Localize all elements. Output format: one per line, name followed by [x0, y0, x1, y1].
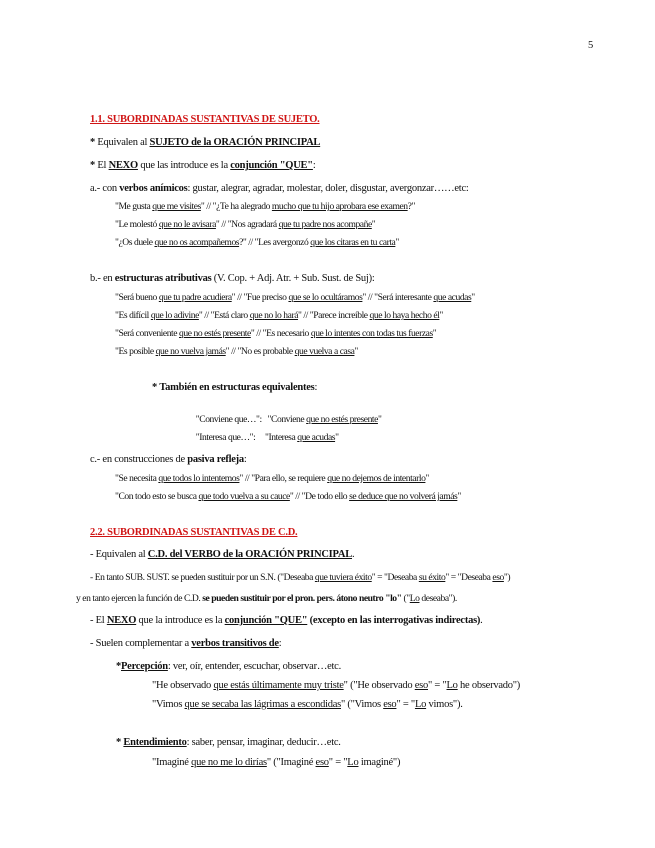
example-line: "Conviene que…": "Conviene que no estés presente": [195, 414, 382, 425]
substitution-line: - En tanto SUB. SUST. se pueden sustituir por un S.N. ("Deseaba que tuviera éxito" = "Deseaba su éxito" = "Deseaba eso"): [90, 572, 511, 583]
section-2-equivalence: - Equivalen al C.D. del VERBO de la ORACIÓN PRINCIPAL.: [90, 549, 355, 560]
perception-heading: *Percepción: ver, oír, entender, escuchar, observar…etc.: [116, 661, 341, 672]
example-line: "Será conveniente que no estés presente" // "Es necesario que lo intentes con todas tus fuerzas": [115, 328, 437, 339]
section-1-equivalence: * Equivalen al SUJETO de la ORACIÓN PRINCIPAL: [90, 137, 321, 148]
equivalent-structures-heading: * También en estructuras equivalentes:: [152, 382, 318, 393]
example-line: "He observado que estás últimamente muy triste" ("He observado eso" = "Lo he observado"): [152, 680, 521, 691]
example-line: "Es posible que no vuelva jamás" // "No es probable que vuelva a casa": [115, 346, 358, 357]
section-2-heading: 2.2. SUBORDINADAS SUSTANTIVAS DE C.D.: [90, 527, 298, 538]
transitive-verbs-line: - Suelen complementar a verbos transitivos de:: [90, 638, 282, 649]
example-line: "Vimos que se secaba las lágrimas a escondidas" ("Vimos eso" = "Lo vimos").: [152, 699, 463, 710]
item-c-heading: c.- en construcciones de pasiva refleja:: [90, 454, 247, 465]
example-line: "Me gusta que me visites" // "¿Te ha alegrado mucho que tu hijo aprobara ese examen?": [115, 201, 415, 212]
example-line: "¿Os duele que no os acompañemos?" // "Les avergonzó que los citaras en tu carta": [115, 237, 399, 248]
example-line: "Será bueno que tu padre acudiera" // "Fue preciso que se lo ocultáramos" // "Será interesante que acudas": [115, 292, 475, 303]
example-line: "Interesa que…": "Interesa que acudas": [195, 432, 339, 443]
item-b-heading: b.- en estructuras atributivas (V. Cop. + Adj. Atr. + Sub. Sust. de Suj):: [90, 273, 375, 284]
example-line: "Le molestó que no le avisara" // "Nos agradará que tu padre nos acompañe": [115, 219, 376, 230]
example-line: "Es difícil que lo adivine" // "Está claro que no lo hará" // "Parece increíble que lo haya hecho él": [115, 310, 443, 321]
understanding-heading: * Entendimiento: saber, pensar, imaginar, deducir…etc.: [116, 737, 341, 748]
substitution-line-2: y en tanto ejercen la función de C.D. se pueden sustituir por el pron. pers. átono neutro "lo" ("Lo deseaba").: [76, 593, 457, 604]
section-1-heading: 1.1. SUBORDINADAS SUSTANTIVAS DE SUJETO.: [90, 114, 320, 125]
item-a-heading: a.- con verbos anímicos: gustar, alegrar, agradar, molestar, doler, disgustar, avergonzar……etc:: [90, 183, 469, 194]
example-line: "Se necesita que todos lo intentemos" // "Para ello, se requiere que no dejemos de intentarlo": [115, 473, 429, 484]
example-line: "Con todo esto se busca que todo vuelva a su cauce" // "De todo ello se deduce que no volverá jamás": [115, 491, 461, 502]
section-2-nexo: - El NEXO que la introduce es la conjunción "QUE" (excepto en las interrogativas indirectas).: [90, 615, 483, 626]
section-1-nexo: * El NEXO que las introduce es la conjunción "QUE":: [90, 160, 316, 171]
page-number: 5: [588, 40, 593, 51]
example-line: "Imaginé que no me lo dirías" ("Imaginé eso" = "Lo imaginé"): [152, 757, 401, 768]
